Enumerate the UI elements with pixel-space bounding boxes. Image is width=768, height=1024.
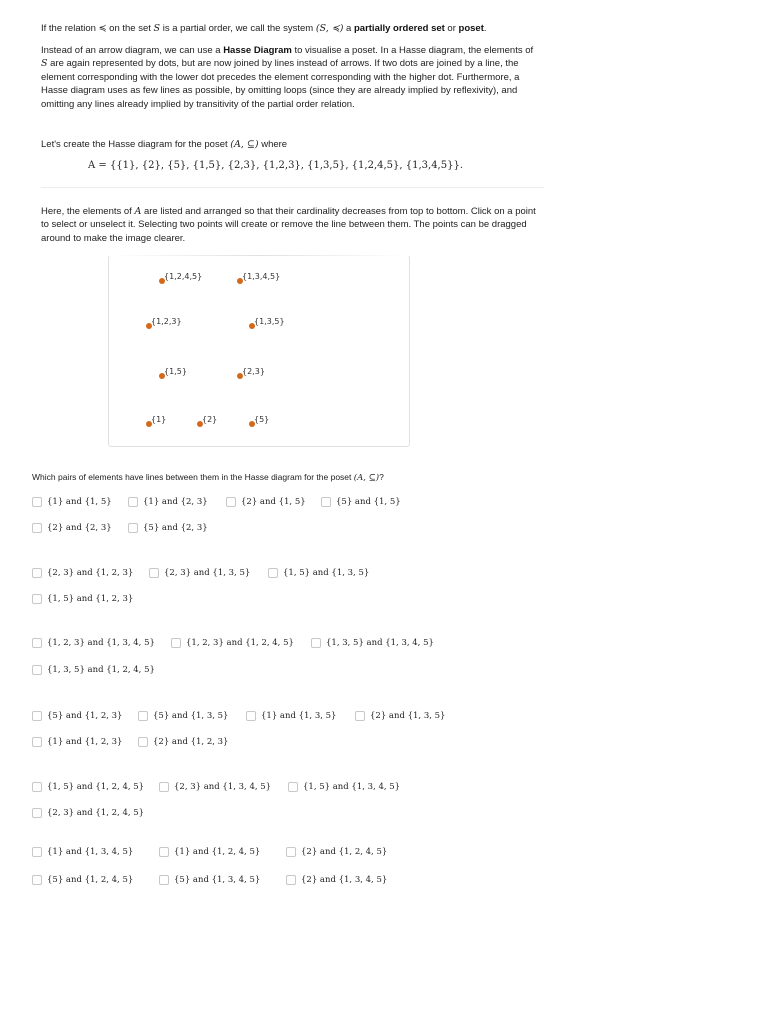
pair-checkbox[interactable] bbox=[32, 875, 42, 885]
pair-checkbox[interactable] bbox=[32, 711, 42, 721]
pair-option[interactable] bbox=[32, 638, 155, 648]
pair-option[interactable] bbox=[32, 847, 133, 857]
pair-checkbox[interactable] bbox=[32, 808, 42, 818]
pair-option[interactable] bbox=[159, 875, 260, 885]
node-label: {5} bbox=[254, 415, 270, 424]
pair-label: {5} and {1, 3, 4, 5} bbox=[174, 875, 261, 885]
pair-checkbox[interactable] bbox=[159, 782, 169, 792]
pair-label: {2, 3} and {1, 3, 4, 5} bbox=[174, 782, 272, 792]
intro-paragraph-1 bbox=[41, 22, 541, 35]
intro-text: is a partial order, we call the system bbox=[160, 23, 316, 34]
pair-checkbox[interactable] bbox=[32, 594, 42, 604]
pair-checkbox[interactable] bbox=[149, 568, 159, 578]
instructions-text: are listed and arranged so that their cardinality decreases from top to bottom. Click on a point to select or unselect it. Selecting two points will create or remove the line between them. The points can be dragged around to make the image clearer. bbox=[41, 206, 536, 244]
node-label: {2,3} bbox=[242, 367, 265, 376]
pair-label: {2} and {1, 5} bbox=[241, 497, 306, 507]
pair-option[interactable] bbox=[286, 847, 387, 857]
intro-text: Instead of an arrow diagram, we can use a bbox=[41, 45, 224, 56]
divider bbox=[41, 187, 544, 188]
pair-checkbox[interactable] bbox=[226, 497, 236, 507]
pair-option[interactable] bbox=[32, 594, 133, 604]
pair-label: {2, 3} and {1, 3, 5} bbox=[164, 568, 251, 578]
intro-text: on the set bbox=[106, 23, 154, 34]
board-top-border bbox=[109, 255, 409, 256]
pair-checkbox[interactable] bbox=[128, 497, 138, 507]
pair-label: {2, 3} and {1, 2, 4, 5} bbox=[47, 808, 145, 818]
pair-checkbox[interactable] bbox=[32, 523, 42, 533]
pair-option[interactable] bbox=[226, 497, 306, 507]
pair-option[interactable] bbox=[32, 497, 112, 507]
hasse-diagram-board[interactable] bbox=[108, 255, 410, 447]
instructions-paragraph bbox=[41, 205, 541, 245]
pair-checkbox[interactable] bbox=[128, 523, 138, 533]
pair-checkbox[interactable] bbox=[246, 711, 256, 721]
pair-label: {2} and {2, 3} bbox=[47, 523, 112, 533]
intro-text: If the relation bbox=[41, 23, 99, 34]
intro-paragraph-2 bbox=[41, 44, 541, 111]
pair-label: {1, 5} and {1, 3, 5} bbox=[283, 568, 370, 578]
pair-label: {2} and {1, 2, 3} bbox=[153, 737, 229, 747]
intro-text: to visualise a poset. In a Hasse diagram, the elements of bbox=[291, 45, 534, 56]
pair-checkbox[interactable] bbox=[288, 782, 298, 792]
intro-text: . bbox=[483, 23, 487, 34]
pair-option[interactable] bbox=[159, 782, 271, 792]
pair-checkbox[interactable] bbox=[321, 497, 331, 507]
pair-label: {1, 5} and {1, 2, 4, 5} bbox=[47, 782, 145, 792]
pair-label: {1} and {1, 2, 4, 5} bbox=[174, 847, 261, 857]
pair-option[interactable] bbox=[159, 847, 260, 857]
pair-label: {5} and {1, 2, 3} bbox=[47, 711, 123, 721]
pair-label: {1, 2, 3} and {1, 3, 4, 5} bbox=[47, 638, 155, 648]
pair-label: {5} and {2, 3} bbox=[143, 523, 208, 533]
pair-option[interactable] bbox=[268, 568, 369, 578]
node-label: {1,2,4,5} bbox=[164, 272, 203, 281]
pair-option[interactable] bbox=[128, 523, 208, 533]
relation-symbol: ≼ bbox=[98, 23, 107, 34]
pair-checkbox[interactable] bbox=[171, 638, 181, 648]
pair-option[interactable] bbox=[32, 568, 133, 578]
pair-checkbox[interactable] bbox=[32, 737, 42, 747]
pair-label: {1} and {1, 5} bbox=[47, 497, 112, 507]
node-label: {1,3,4,5} bbox=[242, 272, 281, 281]
pair-option[interactable] bbox=[32, 711, 122, 721]
pair-option[interactable] bbox=[32, 523, 112, 533]
pair-label: {1} and {2, 3} bbox=[143, 497, 208, 507]
pair-option[interactable] bbox=[171, 638, 294, 648]
pair-label: {1} and {1, 3, 4, 5} bbox=[47, 847, 134, 857]
question-text-part: ? bbox=[379, 472, 384, 482]
pair-label: {1} and {1, 3, 5} bbox=[261, 711, 337, 721]
pair-checkbox[interactable] bbox=[286, 875, 296, 885]
set-symbol: S bbox=[41, 58, 48, 70]
instructions-text: Here, the elements of bbox=[41, 206, 135, 217]
pair-option[interactable] bbox=[138, 737, 228, 747]
pair-checkbox[interactable] bbox=[32, 568, 42, 578]
pair-option[interactable] bbox=[32, 665, 155, 675]
intro-text: Let's create the Hasse diagram for the poset bbox=[41, 139, 231, 150]
question-text-part: Which pairs of elements have lines between them in the Hasse diagram for the poset bbox=[32, 472, 354, 482]
intro-paragraph-3 bbox=[41, 138, 541, 151]
poset-symbol: (S, ≼) bbox=[315, 23, 344, 34]
pair-option[interactable] bbox=[288, 782, 400, 792]
intro-text: or bbox=[444, 23, 459, 34]
pair-checkbox[interactable] bbox=[311, 638, 321, 648]
pair-checkbox[interactable] bbox=[268, 568, 278, 578]
pair-checkbox[interactable] bbox=[32, 497, 42, 507]
pair-label: {2} and {1, 3, 4, 5} bbox=[301, 875, 388, 885]
pair-label: {1, 5} and {1, 2, 3} bbox=[47, 594, 134, 604]
pair-checkbox[interactable] bbox=[159, 875, 169, 885]
pair-option[interactable] bbox=[32, 782, 144, 792]
pair-label: {1, 3, 5} and {1, 2, 4, 5} bbox=[47, 665, 155, 675]
pair-option[interactable] bbox=[149, 568, 250, 578]
pair-option[interactable] bbox=[32, 737, 122, 747]
node-label: {2} bbox=[202, 415, 218, 424]
pair-checkbox[interactable] bbox=[138, 711, 148, 721]
pair-label: {1, 2, 3} and {1, 2, 4, 5} bbox=[186, 638, 294, 648]
pair-option[interactable] bbox=[286, 875, 387, 885]
pair-option[interactable] bbox=[128, 497, 208, 507]
pair-checkbox[interactable] bbox=[159, 847, 169, 857]
pair-label: {1, 3, 5} and {1, 3, 4, 5} bbox=[326, 638, 434, 648]
pair-checkbox[interactable] bbox=[32, 782, 42, 792]
term-poset: poset bbox=[458, 23, 484, 34]
intro-text: a bbox=[343, 23, 354, 34]
poset-symbol: (A, ⊆) bbox=[353, 473, 380, 483]
pair-option[interactable] bbox=[311, 638, 434, 648]
node-label: {1,5} bbox=[164, 367, 187, 376]
node-label: {1,2,3} bbox=[151, 317, 182, 326]
set-symbol: S bbox=[153, 23, 161, 34]
pair-option[interactable] bbox=[246, 711, 336, 721]
question-text bbox=[32, 472, 384, 483]
pair-option[interactable] bbox=[32, 875, 133, 885]
set-equation: A = {{1}, {2}, {5}, {1,5}, {2,3}, {1,2,3}, {1,3,5}, {1,2,4,5}, {1,3,4,5}}. bbox=[88, 160, 463, 171]
term-hasse-diagram: Hasse Diagram bbox=[223, 45, 292, 56]
node-label: {1,3,5} bbox=[254, 317, 285, 326]
pair-option[interactable] bbox=[321, 497, 401, 507]
pair-option[interactable] bbox=[138, 711, 228, 721]
pair-label: {1, 5} and {1, 3, 4, 5} bbox=[303, 782, 401, 792]
node-label: {1} bbox=[151, 415, 167, 424]
pair-label: {5} and {1, 2, 4, 5} bbox=[47, 875, 134, 885]
pair-checkbox[interactable] bbox=[32, 847, 42, 857]
pair-checkbox[interactable] bbox=[32, 638, 42, 648]
pair-label: {5} and {1, 3, 5} bbox=[153, 711, 229, 721]
pair-option[interactable] bbox=[32, 808, 144, 818]
pair-checkbox[interactable] bbox=[32, 665, 42, 675]
pair-checkbox[interactable] bbox=[355, 711, 365, 721]
pair-label: {5} and {1, 5} bbox=[336, 497, 401, 507]
pair-checkbox[interactable] bbox=[138, 737, 148, 747]
pair-label: {2} and {1, 3, 5} bbox=[370, 711, 446, 721]
pair-label: {1} and {1, 2, 3} bbox=[47, 737, 123, 747]
pair-checkbox[interactable] bbox=[286, 847, 296, 857]
term-partially-ordered-set: partially ordered set bbox=[353, 23, 445, 34]
intro-text: are again represented by dots, but are now joined by lines instead of arrows. If two dots are joined by a line, the element corresponding with the lower dot precedes the element corresponding with the higher dot. Furthermore, a Hasse diagram uses as few lines as possible, by omitting loops (since they are already implied by reflexivity), and omitting any lines already implied by transitivity of the partial order relation. bbox=[41, 58, 520, 110]
intro-text: where bbox=[258, 139, 288, 150]
set-symbol: A bbox=[134, 206, 142, 217]
pair-label: {2, 3} and {1, 2, 3} bbox=[47, 568, 134, 578]
pair-label: {2} and {1, 2, 4, 5} bbox=[301, 847, 388, 857]
poset-symbol: (A, ⊆) bbox=[230, 139, 259, 150]
pair-option[interactable] bbox=[355, 711, 445, 721]
